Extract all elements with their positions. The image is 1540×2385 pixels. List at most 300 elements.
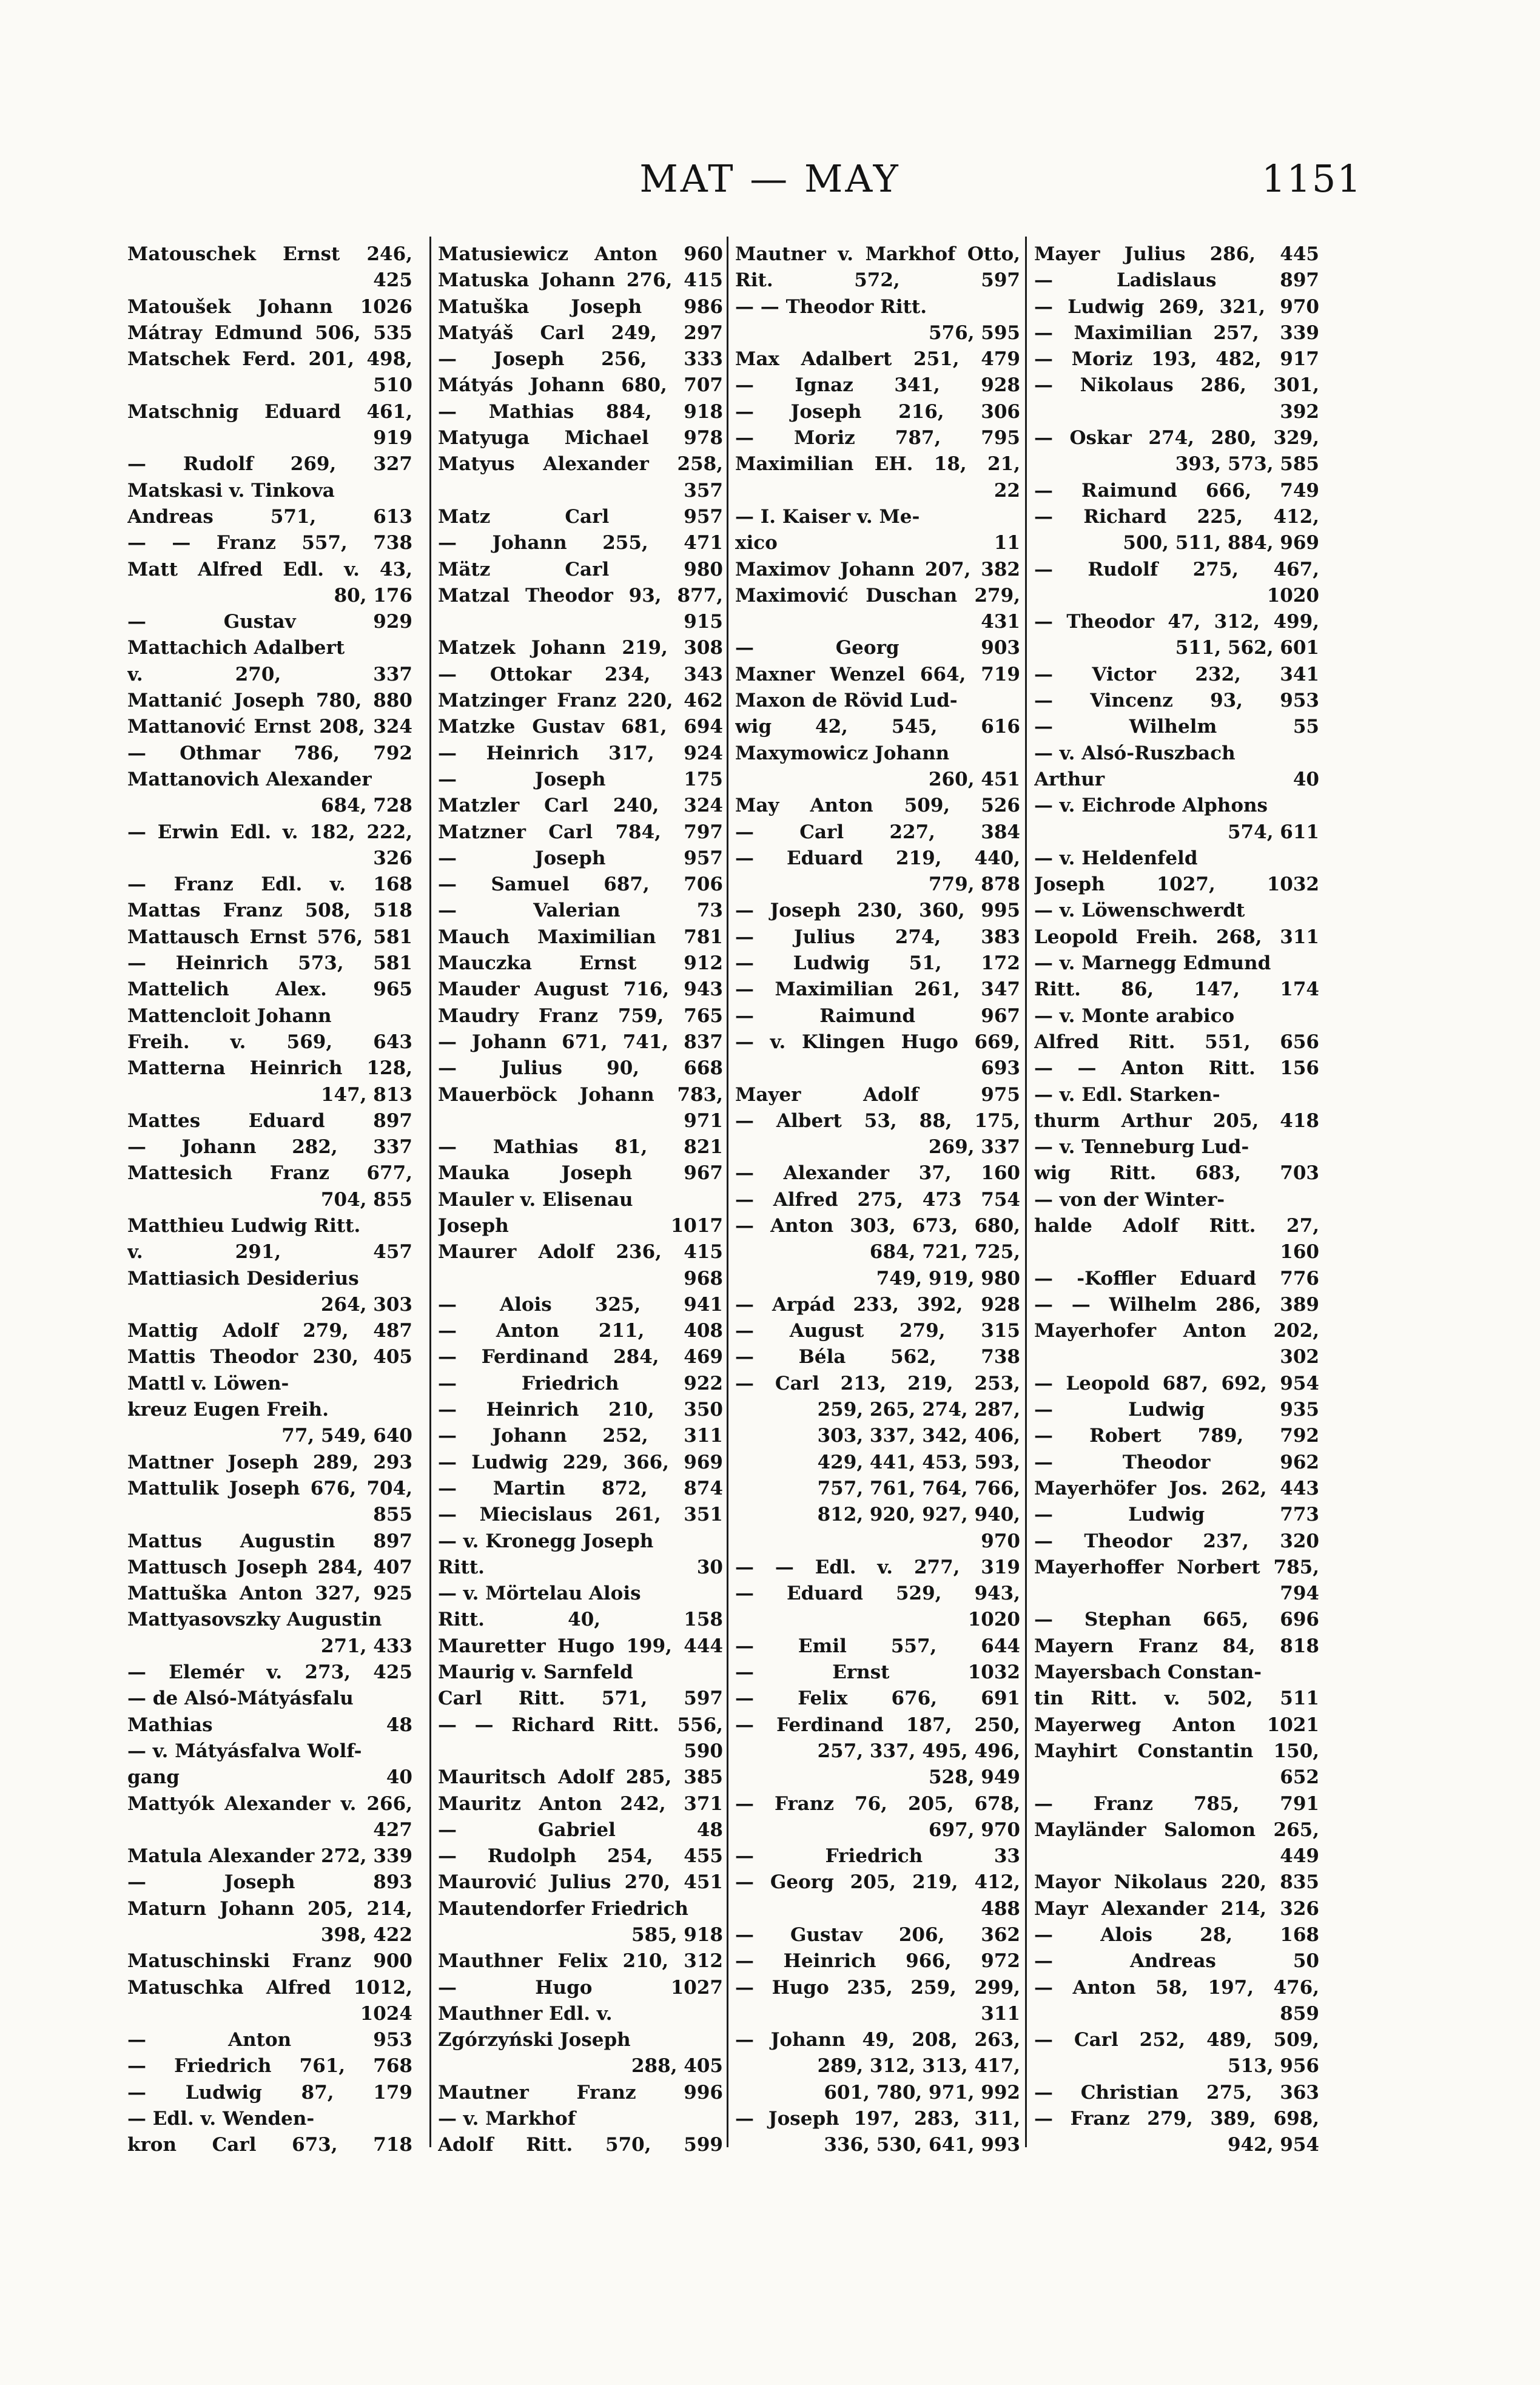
index-entry-line: — August 279, 315 [735,1320,1020,1342]
index-entry-line: wig 42, 545, 616 [735,716,1020,738]
index-entry-line: 302 [1280,1346,1319,1368]
index-entry-line: Mauch Maximilian 781 [438,926,723,948]
index-entry-line: 576, 595 [928,321,1020,344]
index-entry-line: Mattyók Alexander v. 266, [127,1792,412,1815]
index-entry-line: — Ludwig 229, 366, 969 [438,1451,723,1473]
index-entry-line: — Hugo 235, 259, 299, [735,1976,1020,1999]
index-entry-line: Mätz Carl 980 [438,558,723,580]
index-entry-line: Carl Ritt. 571, 597 [438,1687,723,1710]
index-column-2 [438,241,723,2159]
index-entry-line: v. 291, 457 [127,1241,412,1263]
index-entry-line: — Ludwig 51, 172 [735,952,1020,975]
index-entry-line: — Rudolph 254, 455 [438,1845,723,1868]
index-entry-line: Mauritz Anton 242, 371 [438,1792,723,1815]
index-entry-line: — Raimund 666, 749 [1034,479,1319,502]
index-entry-line: Mayersbach Constan- [1034,1661,1262,1684]
index-entry-line: — Theodor 237, 320 [1034,1530,1319,1552]
index-entry-line: Max Adalbert 251, 479 [735,348,1020,371]
index-entry-line: — Christian 275, 363 [1034,2081,1319,2104]
index-entry-line: — Carl 252, 489, 509, [1034,2029,1319,2051]
index-entry-line: Mauretter Hugo 199, 444 [438,1635,723,1657]
index-entry-line: 22 [994,479,1020,502]
index-entry-line: — Maximilian 261, 347 [735,978,1020,1001]
index-entry-line: 449 [1280,1845,1319,1868]
index-entry-line: Mattanić Joseph 780, 880 [127,690,412,712]
index-entry-line: Mayern Franz 84, 818 [1034,1635,1319,1657]
index-entry-line: — Robert 789, 792 [1034,1425,1319,1447]
index-entry-line: 1020 [1266,584,1319,607]
index-entry-line: 357 [684,479,723,502]
index-entry-line: Matyus Alexander 258, [438,453,723,476]
index-entry-line: — Raimund 967 [735,1004,1020,1027]
index-entry-line: tin Ritt. v. 502, 511 [1034,1687,1319,1710]
index-entry-line: — Johann 282, 337 [127,1136,412,1159]
index-entry-line: 511, 562, 601 [1175,637,1319,659]
index-entry-line: Matuška Joseph 986 [438,295,723,318]
index-entry-line: — Franz 279, 389, 698, [1034,2108,1319,2130]
index-entry-line: — Anton 58, 197, 476, [1034,1976,1319,1999]
index-entry-line: 500, 511, 884, 969 [1123,532,1319,554]
index-entry-line: 260, 451 [928,768,1020,790]
index-entry-line: 326 [373,847,412,869]
index-entry-line: Mattus Augustin 897 [127,1530,412,1552]
index-entry-line: Maxner Wenzel 664, 719 [735,663,1020,685]
index-entry-line: — Eduard 529, 943, [735,1583,1020,1605]
index-entry-line: Mayländer Salomon 265, [1034,1818,1319,1841]
index-entry-line: thurm Arthur 205, 418 [1034,1109,1319,1132]
index-entry-line: — Erwin Edl. v. 182, 222, [127,821,412,843]
index-entry-line: — v. Eichrode Alphons [1034,795,1268,817]
index-entry-line: Matzek Johann 219, 308 [438,637,723,659]
index-entry-line: 971 [684,1109,723,1132]
index-entry-line: Andreas 571, 613 [127,505,412,528]
index-entry-line: Mayer Julius 286, 445 [1034,243,1319,265]
index-entry-line: Rit. 572, 597 [735,269,1020,292]
index-entry-line: kreuz Eugen Freih. [127,1399,329,1421]
index-entry-line: — von der Winter- [1034,1188,1225,1211]
index-entry-line: — Rudolf 275, 467, [1034,558,1319,580]
index-entry-line: Mauder August 716, 943 [438,978,723,1001]
index-entry-line: — Wilhelm 55 [1034,716,1319,738]
index-entry-line: Mautner Franz 996 [438,2081,723,2104]
index-entry-line: — Alois 28, 168 [1034,1924,1319,1946]
index-entry-line: — Othmar 786, 792 [127,742,412,764]
index-entry-line: — Ladislaus 897 [1034,269,1319,292]
index-entry-line: 393, 573, 585 [1175,453,1319,476]
index-entry-line: Mattes Eduard 897 [127,1109,412,1132]
index-entry-line: wig Ritt. 683, 703 [1034,1162,1319,1185]
index-entry-line: Mattner Joseph 289, 293 [127,1451,412,1473]
index-entry-line: — — Wilhelm 286, 389 [1034,1293,1319,1316]
index-entry-line: 779, 878 [928,873,1020,896]
index-entry-line: 684, 728 [320,795,412,817]
index-entry-line: Mayerweg Anton 1021 [1034,1714,1319,1736]
index-entry-line: — Ferdinand 284, 469 [438,1346,723,1368]
index-entry-line: 585, 918 [631,1924,723,1946]
index-entry-line: 704, 855 [320,1188,412,1211]
index-entry-line: Ritt. 30 [438,1556,723,1578]
index-entry-line: — Béla 562, 738 [735,1346,1020,1368]
index-entry-line: — Joseph 216, 306 [735,400,1020,423]
index-entry-line: — Johann 252, 311 [438,1425,723,1447]
index-entry-line: 942, 954 [1227,2134,1319,2156]
index-entry-line: Mattanović Ernst 208, 324 [127,716,412,738]
index-entry-line: — — Edl. v. 277, 319 [735,1556,1020,1578]
index-entry-line: — v. Marnegg Edmund [1034,952,1271,975]
index-entry-line: — Alfred 275, 473 754 [735,1188,1020,1211]
index-entry-line: — — Anton Ritt. 156 [1034,1057,1319,1080]
index-entry-line: Joseph 1027, 1032 [1034,873,1319,896]
index-entry-line: — Rudolf 269, 327 [127,453,412,476]
index-entry-line: — — Franz 557, 738 [127,532,412,554]
index-entry-line: 601, 780, 971, 992 [824,2081,1020,2104]
index-entry-line: 269, 337 [928,1136,1020,1159]
index-entry-line: Ritt. 86, 147, 174 [1034,978,1319,1001]
index-entry-line: Mauthner Edl. v. [438,2002,613,2025]
index-entry-line: — Vincenz 93, 953 [1034,690,1319,712]
index-entry-line: — Ludwig 773 [1034,1504,1319,1526]
index-entry-line: — Joseph 893 [127,1871,412,1894]
index-entry-line: — Andreas 50 [1034,1950,1319,1973]
index-entry-line: 652 [1280,1766,1319,1789]
index-entry-line: 271, 433 [320,1635,412,1657]
index-entry-line: Mattl v. Löwen- [127,1372,289,1394]
index-entry-line: Maudry Franz 759, 765 [438,1004,723,1027]
index-entry-line: 303, 337, 342, 406, [817,1425,1020,1447]
index-entry-line: — Felix 676, 691 [735,1687,1020,1710]
index-entry-line: xico 11 [735,532,1020,554]
index-entry-line: — Joseph 175 [438,768,723,790]
index-entry-line: Mattas Franz 508, 518 [127,900,412,922]
index-entry-line: — Nikolaus 286, 301, [1034,374,1319,397]
index-entry-line: Maurer Adolf 236, 415 [438,1241,723,1263]
index-entry-line: 431 [981,611,1020,633]
index-entry-line: Mauler v. Elisenau [438,1188,633,1211]
index-entry-line: — Theodor 47, 312, 499, [1034,611,1319,633]
index-entry-line: Maximov Johann 207, 382 [735,558,1020,580]
index-entry-line: — Franz Edl. v. 168 [127,873,412,896]
index-entry-line: v. 270, 337 [127,663,412,685]
index-entry-line: Alfred Ritt. 551, 656 [1034,1031,1319,1053]
index-entry-line: 1020 [967,1609,1020,1631]
index-entry-line: Matt Alfred Edl. v. 43, [127,558,412,580]
index-entry-line: 398, 422 [320,1924,412,1946]
index-entry-line: Matthieu Ludwig Ritt. [127,1214,361,1237]
index-entry-line: — Friedrich 33 [735,1845,1020,1868]
index-entry-line: Mattusch Joseph 284, 407 [127,1556,412,1578]
index-entry-line: Mátyás Johann 680, 707 [438,374,723,397]
index-entry-line: — Emil 557, 644 [735,1635,1020,1657]
index-entry-line: — Leopold 687, 692, 954 [1034,1372,1319,1394]
index-entry-line: — Joseph 230, 360, 995 [735,900,1020,922]
index-entry-line: — v. Alsó-Ruszbach [1034,742,1236,764]
index-entry-line: 749, 919, 980 [876,1267,1020,1290]
index-entry-line: 513, 956 [1227,2055,1319,2077]
index-entry-line: — Joseph 957 [438,847,723,869]
index-entry-line: kron Carl 673, 718 [127,2134,412,2156]
index-entry-line: Matula Alexander 272, 339 [127,1845,412,1868]
index-entry-line: — v. Markhof [438,2108,576,2130]
index-entry-line: — v. Klingen Hugo 669, [735,1031,1020,1053]
index-entry-line: — v. Mörtelau Alois [438,1583,641,1605]
index-entry-line: — Joseph 256, 333 [438,348,723,371]
index-entry-line: Mayerhöfer Jos. 262, 443 [1034,1477,1319,1499]
index-entry-line: 160 [1280,1241,1319,1263]
index-entry-line: Matskasi v. Tinkova [127,479,335,502]
index-entry-line: — Anton 211, 408 [438,1320,723,1342]
index-entry-line: Mathias 48 [127,1714,412,1736]
index-entry-line: — Georg 205, 219, 412, [735,1871,1020,1894]
column-divider [429,237,431,2147]
index-entry-line: 264, 303 [320,1293,412,1316]
index-column-1 [127,241,412,2159]
index-entry-line: 697, 970 [928,1818,1020,1841]
index-entry-line: — Alexander 37, 160 [735,1162,1020,1185]
index-entry-line: Matzner Carl 784, 797 [438,821,723,843]
index-entry-line: Matusiewicz Anton 960 [438,243,723,265]
index-entry-line: Leopold Freih. 268, 311 [1034,926,1319,948]
index-entry-line: 812, 920, 927, 940, [817,1504,1020,1526]
index-entry-line: Mayerhoffer Norbert 785, [1034,1556,1319,1578]
index-entry-line: — v. Edl. Starken- [1034,1083,1220,1106]
index-entry-line: — Ignaz 341, 928 [735,374,1020,397]
index-entry-line: 510 [373,374,412,397]
index-entry-line: — Moriz 787, 795 [735,427,1020,449]
index-entry-line: 147, 813 [320,1083,412,1106]
index-entry-line: — Carl 227, 384 [735,821,1020,843]
index-entry-line: — Julius 90, 668 [438,1057,723,1080]
index-entry-line: Matuschinski Franz 900 [127,1950,412,1973]
index-entry-line: 311 [981,2002,1020,2025]
index-entry-line: Matzinger Franz 220, 462 [438,690,723,712]
index-entry-line: 429, 441, 453, 593, [817,1451,1020,1473]
index-entry-line: — v. Heldenfeld [1034,847,1198,869]
index-entry-line: — v. Tenneburg Lud- [1034,1136,1249,1159]
index-entry-line: Joseph 1017 [438,1214,723,1237]
index-entry-line: — Theodor 962 [1034,1451,1319,1473]
index-entry-line: — Franz 785, 791 [1034,1792,1319,1815]
index-entry-line: Matzler Carl 240, 324 [438,795,723,817]
index-entry-line: — de Alsó-Mátyásfalu [127,1687,354,1710]
index-entry-line: 257, 337, 495, 496, [817,1740,1020,1762]
index-entry-line: May Anton 509, 526 [735,795,1020,817]
index-entry-line: 392 [1280,400,1319,423]
index-entry-line: — Gustav 929 [127,611,412,633]
index-entry-line: — Samuel 687, 706 [438,873,723,896]
index-entry-line: 590 [684,1740,723,1762]
index-entry-line: 425 [373,269,412,292]
index-entry-line: — Gabriel 48 [438,1818,723,1841]
index-entry-line: Adolf Ritt. 570, 599 [438,2134,723,2156]
index-entry-line: — Mathias 81, 821 [438,1136,723,1159]
index-entry-line: Mattanovich Alexander [127,768,372,790]
index-entry-line: — Friedrich 761, 768 [127,2055,412,2077]
index-entry-line: 1024 [360,2002,412,2025]
index-entry-line: — -Koffler Eduard 776 [1034,1267,1319,1290]
index-entry-line: Mattachich Adalbert [127,637,345,659]
index-entry-line: 80, 176 [334,584,412,607]
index-entry-line: — Victor 232, 341 [1034,663,1319,685]
index-entry-line: Mattesich Franz 677, [127,1162,412,1185]
index-entry-line: — — Richard Ritt. 556, [438,1714,723,1736]
index-entry-line: Matyáš Carl 249, 297 [438,321,723,344]
index-entry-line: — Alois 325, 941 [438,1293,723,1316]
index-entry-line: — v. Kronegg Joseph [438,1530,654,1552]
index-entry-line: Mattiasich Desiderius [127,1267,359,1290]
index-entry-line: 427 [373,1818,412,1841]
index-entry-line: — Richard 225, 412, [1034,505,1319,528]
index-entry-line: Mattelich Alex. 965 [127,978,412,1001]
index-entry-line: Mauczka Ernst 912 [438,952,723,975]
index-entry-line: — Martin 872, 874 [438,1477,723,1499]
index-column-4 [1034,241,1319,2159]
index-entry-line: Mayor Nikolaus 220, 835 [1034,1871,1319,1894]
index-entry-line: Mauthner Felix 210, 312 [438,1950,723,1973]
index-entry-line: Mattencloit Johann [127,1004,332,1027]
index-entry-line: — v. Mátyásfalva Wolf- [127,1740,362,1762]
index-entry-line: 915 [684,611,723,633]
index-entry-line: — Arpád 233, 392, 928 [735,1293,1020,1316]
index-entry-line: Maxon de Rövid Lud- [735,690,958,712]
index-entry-line: — Maximilian 257, 339 [1034,321,1319,344]
index-entry-line: — I. Kaiser v. Me- [735,505,920,528]
index-entry-line: — Anton 303, 673, 680, [735,1214,1020,1237]
index-entry-line: halde Adolf Ritt. 27, [1034,1214,1319,1237]
index-entry-line: Mattis Theodor 230, 405 [127,1346,412,1368]
index-entry-line: Matyuga Michael 978 [438,427,723,449]
index-entry-line: Freih. v. 569, 643 [127,1031,412,1053]
index-entry-line: Matschnig Eduard 461, [127,400,412,423]
index-entry-line: Mayhirt Constantin 150, [1034,1740,1319,1762]
column-divider [1025,237,1027,2147]
index-entry-line: 794 [1280,1583,1319,1605]
index-entry-line: — Friedrich 922 [438,1372,723,1394]
index-entry-line: — Johann 49, 208, 263, [735,2029,1020,2051]
index-entry-line: Mayer Adolf 975 [735,1083,1020,1106]
index-entry-line: 855 [373,1504,412,1526]
index-entry-line: Ritt. 40, 158 [438,1609,723,1631]
index-entry-line: Maxymowicz Johann [735,742,950,764]
index-entry-line: — Albert 53, 88, 175, [735,1109,1020,1132]
index-entry-line: — Elemér v. 273, 425 [127,1661,412,1684]
index-entry-line: Matoušek Johann 1026 [127,295,412,318]
index-entry-line: Arthur 40 [1034,768,1319,790]
page-title: MAT — MAY [639,156,901,201]
index-entry-line: 288, 405 [631,2055,723,2077]
index-entry-line: Matzal Theodor 93, 877, [438,584,723,607]
index-entry-line: — Ludwig 87, 179 [127,2081,412,2104]
index-entry-line: — v. Monte arabico [1034,1004,1235,1027]
index-entry-line: Mattig Adolf 279, 487 [127,1320,412,1342]
index-entry-line: — Ferdinand 187, 250, [735,1714,1020,1736]
index-entry-line: 77, 549, 640 [281,1425,412,1447]
index-entry-line: — Ottokar 234, 343 [438,663,723,685]
index-entry-line: Mattausch Ernst 576, 581 [127,926,412,948]
index-entry-line: 336, 530, 641, 993 [824,2134,1020,2156]
index-entry-line: — Johann 255, 471 [438,532,723,554]
index-entry-line: gang 40 [127,1766,412,1789]
index-entry-line: — Oskar 274, 280, 329, [1034,427,1319,449]
index-entry-line: Mauritsch Adolf 285, 385 [438,1766,723,1789]
index-entry-line: 968 [684,1267,723,1290]
index-entry-line: — Georg 903 [735,637,1020,659]
index-entry-line: Maturn Johann 205, 214, [127,1897,412,1920]
index-entry-line: — Johann 671, 741, 837 [438,1031,723,1053]
index-entry-line: Zgórzyński Joseph [438,2029,631,2051]
index-entry-line: — Stephan 665, 696 [1034,1609,1319,1631]
index-entry-line: 488 [981,1897,1020,1920]
index-entry-line: — v. Löwenschwerdt [1034,900,1245,922]
index-entry-line: Mattyasovszky Augustin [127,1609,382,1631]
index-entry-line: Mayerhofer Anton 202, [1034,1320,1319,1342]
index-entry-line: — Joseph 197, 283, 311, [735,2108,1020,2130]
index-entry-line: — Ludwig 269, 321, 970 [1034,295,1319,318]
index-entry-line: 693 [981,1057,1020,1080]
index-entry-line: — Heinrich 573, 581 [127,952,412,975]
index-entry-line: Mauerböck Johann 783, [438,1083,723,1106]
index-entry-line: Matuska Johann 276, 415 [438,269,723,292]
index-entry-line: 919 [373,427,412,449]
index-entry-line: Mayr Alexander 214, 326 [1034,1897,1319,1920]
index-entry-line: Maximović Duschan 279, [735,584,1020,607]
index-entry-line: Matuschka Alfred 1012, [127,1976,412,1999]
index-entry-line: Maximilian EH. 18, 21, [735,453,1020,476]
index-entry-line: Mattulik Joseph 676, 704, [127,1477,412,1499]
index-entry-line: — Valerian 73 [438,900,723,922]
index-entry-line: — Edl. v. Wenden- [127,2108,315,2130]
index-entry-line: — Anton 953 [127,2029,412,2051]
index-entry-line: — Ernst 1032 [735,1661,1020,1684]
index-entry-line: 684, 721, 725, [869,1241,1020,1263]
index-entry-line: 528, 949 [928,1766,1020,1789]
index-entry-line: Matterna Heinrich 128, [127,1057,412,1080]
index-entry-line: Mattuška Anton 327, 925 [127,1583,412,1605]
column-divider [727,237,728,2147]
index-column-3 [735,241,1020,2159]
index-entry-line: — Mathias 884, 918 [438,400,723,423]
index-entry-line: Mautendorfer Friedrich [438,1897,688,1920]
index-entry-line: — Gustav 206, 362 [735,1924,1020,1946]
index-entry-line: 289, 312, 313, 417, [817,2055,1020,2077]
index-entry-line: Matouschek Ernst 246, [127,243,412,265]
index-entry-line: — Heinrich 317, 924 [438,742,723,764]
index-entry-line: Mautner v. Markhof Otto, [735,243,1020,265]
page-number: 1151 [1262,156,1362,201]
index-entry-line: — Heinrich 210, 350 [438,1399,723,1421]
index-entry-line: — Eduard 219, 440, [735,847,1020,869]
index-entry-line: — Heinrich 966, 972 [735,1950,1020,1973]
index-entry-line: — Carl 213, 219, 253, [735,1372,1020,1394]
index-entry-line: Maurović Julius 270, 451 [438,1871,723,1894]
index-entry-line: Matz Carl 957 [438,505,723,528]
index-entry-line: Mátray Edmund 506, 535 [127,321,412,344]
index-entry-line: Matschek Ferd. 201, 498, [127,348,412,371]
index-entry-line: — Franz 76, 205, 678, [735,1792,1020,1815]
index-entry-line: Maurig v. Sarnfeld [438,1661,633,1684]
index-entry-line: 859 [1280,2002,1319,2025]
index-entry-line: — — Theodor Ritt. [735,295,927,318]
index-entry-line: 259, 265, 274, 287, [817,1399,1020,1421]
index-entry-line: — Moriz 193, 482, 917 [1034,348,1319,371]
index-entry-line: 757, 761, 764, 766, [817,1477,1020,1499]
index-entry-line: Matzke Gustav 681, 694 [438,716,723,738]
index-entry-line: 574, 611 [1227,821,1319,843]
index-entry-line: Mauka Joseph 967 [438,1162,723,1185]
index-entry-line: 970 [981,1530,1020,1552]
index-entry-line: — Julius 274, 383 [735,926,1020,948]
index-entry-line: — Ludwig 935 [1034,1399,1319,1421]
index-entry-line: — Hugo 1027 [438,1976,723,1999]
